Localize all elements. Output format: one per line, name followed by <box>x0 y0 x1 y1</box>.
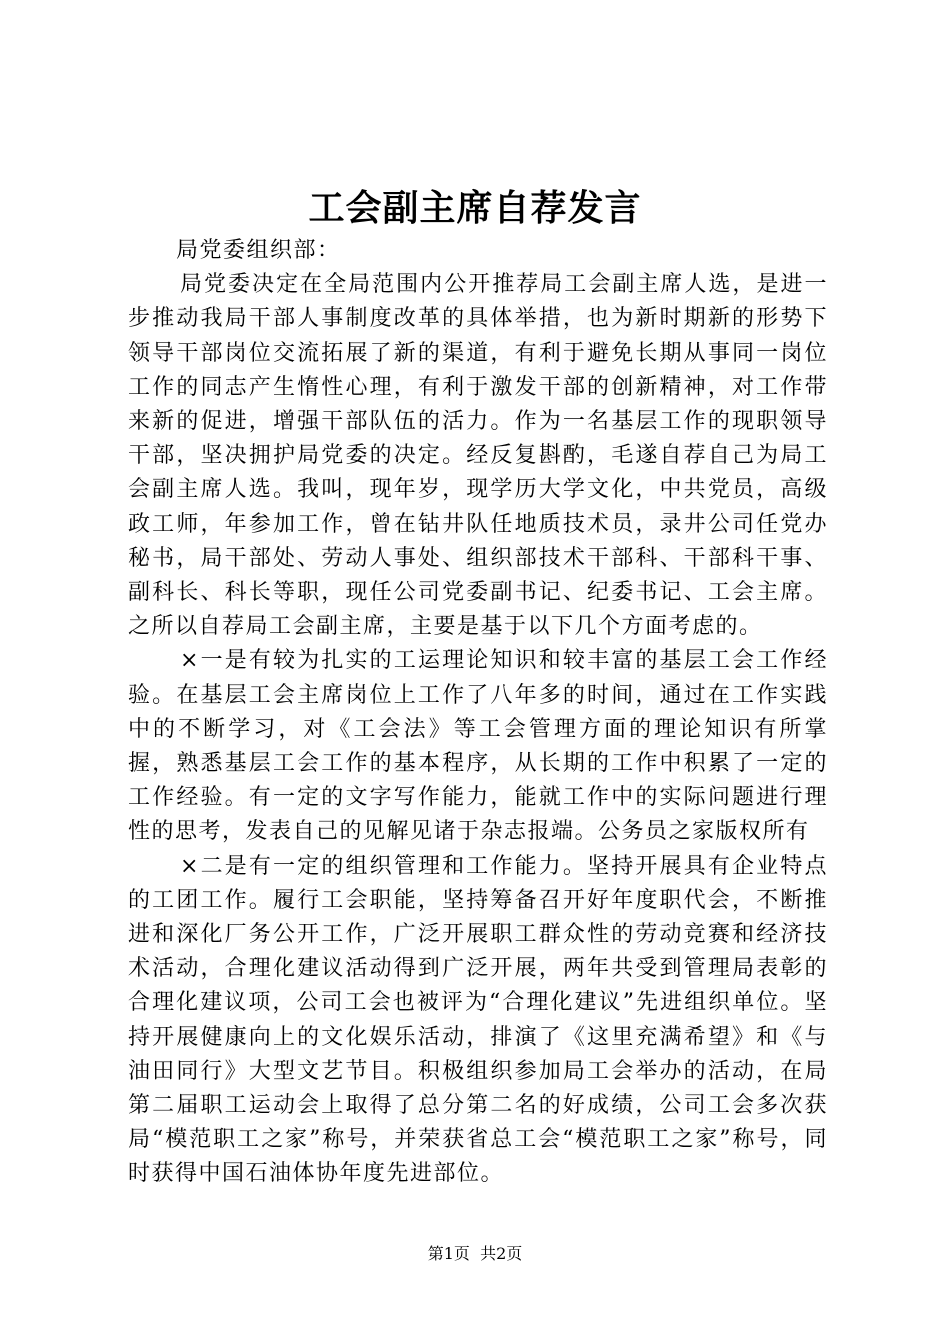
document-body <box>128 234 828 1192</box>
paragraph-point-two: ×二是有一定的组织管理和工作能力。坚持开展具有企业特点的工团工作。履行工会职能，坚持筹备召开好年度职代会，不断推进和深化厂务公开工作，广泛开展职工群众性的劳动竞赛和经济技术活动，合理化建议活动得到广泛开展，两年共受到管理局表彰的合理化建议项，公司工会也被评为“合理化建议”先进组织单位。坚持开展健康向上的文化娱乐活动，排演了《这里充满希望》和《与油田同行》大型文艺节目。积极组织参加局工会举办的活动，在局第二届职工运动会上取得了总分第二名的好成绩，公司工会多次获局“模范职工之家”称号，并荣获省总工会“模范职工之家”称号，同时获得中国石油体协年度先进部位。 <box>128 853 828 1187</box>
page-number: 第1页 共2页 <box>427 1244 523 1263</box>
page-footer <box>0 1244 950 1264</box>
salutation: 局党委组织部： <box>176 238 341 263</box>
document-title: 工会副主席自荐发言 <box>308 187 642 229</box>
paragraph-point-one: ×一是有较为扎实的工运理论知识和较丰富的基层工会工作经验。在基层工会主席岗位上工作了八年多的时间，通过在工作实践中的不断学习，对《工会法》等工会管理方面的理论知识有所掌握，熟悉基层工会工作的基本程序，从长期的工作中积累了一定的工作经验。有一定的文字写作能力，能就工作中的实际问题进行理性的思考，发表自己的见解见诸于杂志报端。公务员之家版权所有 <box>128 648 828 845</box>
paragraph-intro: 局党委决定在全局范围内公开推荐局工会副主席人选，是进一步推动我局干部人事制度改革的具体举措，也为新时期新的形势下领导干部岗位交流拓展了新的渠道，有利于避免长期从事同一岗位工作的同志产生惰性心理，有利于激发干部的创新精神，对工作带来新的促进，增强干部队伍的活力。作为一名基层工作的现职领导干部，坚决拥护局党委的决定。经反复斟酌，毛遂自荐自己为局工会副主席人选。我叫，现年岁，现学历大学文化，中共党员，高级政工师，年参加工作，曾在钻井队任地质技术员，录井公司任党办秘书，局干部处、劳动人事处、组织部技术干部科、干部科干事、副科长、科长等职，现任公司党委副书记、纪委书记、工会主席。之所以自荐局工会副主席，主要是基于以下几个方面考虑的。 <box>128 272 828 640</box>
